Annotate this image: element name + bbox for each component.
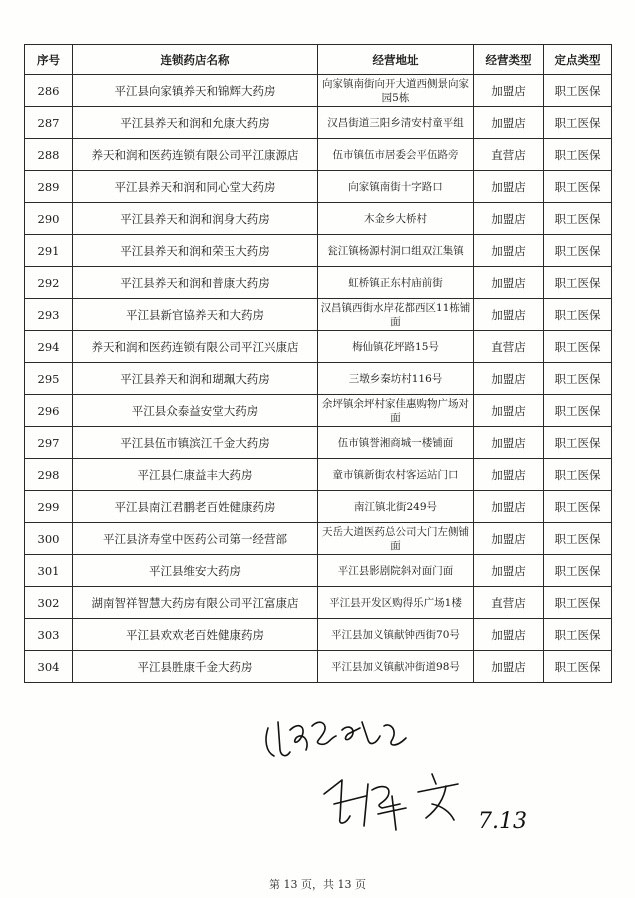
- signature-stroke: [392, 796, 396, 830]
- table-row: [25, 203, 612, 235]
- store-name: 平江县养天和润和瑚珮大药房: [73, 363, 318, 395]
- table-row: [25, 523, 612, 555]
- business-type: 加盟店: [474, 491, 544, 523]
- store-address: 木金乡大桥村: [318, 203, 474, 235]
- business-type: 加盟店: [474, 75, 544, 107]
- store-address: 梅仙镇花坪路15号: [318, 331, 474, 363]
- business-type: 加盟店: [474, 203, 544, 235]
- table-row: [25, 491, 612, 523]
- store-name: 养天和润和医药连锁有限公司平江兴康店: [73, 331, 318, 363]
- signature-stroke: [426, 786, 446, 818]
- designation-type: 职工医保: [544, 203, 612, 235]
- designation-type: 职工医保: [544, 267, 612, 299]
- designation-type: 职工医保: [544, 331, 612, 363]
- store-name: 平江县养天和润和普康大药房: [73, 267, 318, 299]
- row-index: 292: [25, 267, 73, 299]
- signature-stroke: [266, 728, 274, 756]
- store-name: 平江县养天和润和同心堂大药房: [73, 171, 318, 203]
- store-name: 平江县维安大药房: [73, 555, 318, 587]
- page-footer: 第 13 页，共 13 页: [269, 878, 366, 891]
- signature-stroke: [342, 727, 360, 740]
- table-row: [25, 651, 612, 683]
- store-address: 平江县加义镇献冲街道98号: [318, 651, 474, 683]
- store-name: 平江县欢欢老百姓健康药房: [73, 619, 318, 651]
- table-row: [25, 139, 612, 171]
- store-name: 平江县向家镇养天和锦辉大药房: [73, 75, 318, 107]
- row-index: 303: [25, 619, 73, 651]
- store-name: 平江县养天和润和允康大药房: [73, 107, 318, 139]
- table-row: [25, 107, 612, 139]
- business-type: 加盟店: [474, 107, 544, 139]
- signature-stroke: [372, 787, 400, 808]
- signature-date: 7.13: [478, 809, 527, 834]
- store-address: 虹桥镇正东村庙前街: [318, 267, 474, 299]
- store-address: 天岳大道医药总公司大门左侧铺面: [318, 523, 474, 555]
- business-type: 加盟店: [474, 555, 544, 587]
- row-index: 300: [25, 523, 73, 555]
- store-address: 平江县加义镇献钟西街70号: [318, 619, 474, 651]
- signature-stroke: [432, 774, 436, 784]
- store-address: 伍市镇誉湘商城一楼铺面: [318, 427, 474, 459]
- store-address: 向家镇南街十字路口: [318, 171, 474, 203]
- store-address: 伍市镇伍市居委会平伍路旁: [318, 139, 474, 171]
- signature-stroke: [378, 808, 406, 814]
- table-row: [25, 235, 612, 267]
- table-row: [25, 427, 612, 459]
- store-name: 平江县养天和润和润身大药房: [73, 203, 318, 235]
- designation-type: 职工医保: [544, 587, 612, 619]
- designation-type: 职工医保: [544, 651, 612, 683]
- signature-stroke: [312, 722, 336, 744]
- row-index: 298: [25, 459, 73, 491]
- store-name: 平江县胜康千金大药房: [73, 651, 318, 683]
- row-index: 291: [25, 235, 73, 267]
- store-name: 平江县新官協养天和大药房: [73, 299, 318, 331]
- row-index: 290: [25, 203, 73, 235]
- row-index: 296: [25, 395, 73, 427]
- table-row: [25, 267, 612, 299]
- row-index: 302: [25, 587, 73, 619]
- business-type: 直营店: [474, 139, 544, 171]
- store-address: 瓮江镇杨源村洞口组双江集镇: [318, 235, 474, 267]
- signature-stroke: [362, 722, 380, 743]
- business-type: 加盟店: [474, 267, 544, 299]
- row-index: 295: [25, 363, 73, 395]
- business-type: 加盟店: [474, 299, 544, 331]
- header-business-type: 经营类型: [474, 45, 544, 75]
- store-address: 南江镇北街249号: [318, 491, 474, 523]
- business-type: 加盟店: [474, 171, 544, 203]
- table-row: [25, 75, 612, 107]
- signature-stroke: [334, 796, 366, 804]
- designation-type: 职工医保: [544, 459, 612, 491]
- header-designation-type: 定点类型: [544, 45, 612, 75]
- designation-type: 职工医保: [544, 75, 612, 107]
- header-store-name: 连锁药店名称: [73, 45, 318, 75]
- designation-type: 职工医保: [544, 427, 612, 459]
- header-address: 经营地址: [318, 45, 474, 75]
- store-address: 余坪镇余坪村家佳惠购物广场对面: [318, 395, 474, 427]
- signature-stroke: [278, 722, 290, 756]
- store-name: 养天和润和医药连锁有限公司平江康源店: [73, 139, 318, 171]
- store-name: 平江县伍市镇滨江千金大药房: [73, 427, 318, 459]
- business-type: 加盟店: [474, 395, 544, 427]
- store-name: 湖南智祥智慧大药房有限公司平江富康店: [73, 587, 318, 619]
- table-row: [25, 587, 612, 619]
- store-name: 平江县仁康益丰大药房: [73, 459, 318, 491]
- row-index: 304: [25, 651, 73, 683]
- table-body: [25, 75, 612, 683]
- table-header-row: [25, 45, 612, 75]
- signature-stroke: [384, 725, 406, 745]
- store-address: 向家镇南街向开大道西侧景向家园5栋: [318, 75, 474, 107]
- row-index: 297: [25, 427, 73, 459]
- store-address: 童市镇新街农村客运站门口: [318, 459, 474, 491]
- row-index: 293: [25, 299, 73, 331]
- designation-type: 职工医保: [544, 299, 612, 331]
- table-row: [25, 171, 612, 203]
- table-row: [25, 331, 612, 363]
- row-index: 287: [25, 107, 73, 139]
- designation-type: 职工医保: [544, 171, 612, 203]
- store-address: 平江县开发区购得乐广场1楼: [318, 587, 474, 619]
- designation-type: 职工医保: [544, 139, 612, 171]
- designation-type: 职工医保: [544, 395, 612, 427]
- header-index: 序号: [25, 45, 73, 75]
- row-index: 286: [25, 75, 73, 107]
- designation-type: 职工医保: [544, 619, 612, 651]
- signature-stroke: [432, 804, 454, 820]
- table-row: [25, 299, 612, 331]
- store-name: 平江县南江君鹏老百姓健康药房: [73, 491, 318, 523]
- store-name: 平江县养天和润和荣玉大药房: [73, 235, 318, 267]
- store-name: 平江县众泰益安堂大药房: [73, 395, 318, 427]
- designation-type: 职工医保: [544, 235, 612, 267]
- row-index: 289: [25, 171, 73, 203]
- row-index: 301: [25, 555, 73, 587]
- signature-stroke: [418, 784, 458, 792]
- row-index: 299: [25, 491, 73, 523]
- row-index: 294: [25, 331, 73, 363]
- business-type: 加盟店: [474, 459, 544, 491]
- row-index: 288: [25, 139, 73, 171]
- table-row: [25, 459, 612, 491]
- pharmacy-table: [24, 44, 612, 683]
- business-type: 加盟店: [474, 523, 544, 555]
- business-type: 加盟店: [474, 651, 544, 683]
- designation-type: 职工医保: [544, 107, 612, 139]
- business-type: 加盟店: [474, 619, 544, 651]
- store-address: 汉昌街道三阳乡清安村童平组: [318, 107, 474, 139]
- signature-stroke: [364, 784, 368, 826]
- store-address: 三墩乡秦坊村116号: [318, 363, 474, 395]
- store-name: 平江县济寿堂中医药公司第一经营部: [73, 523, 318, 555]
- designation-type: 职工医保: [544, 363, 612, 395]
- table-row: [25, 363, 612, 395]
- business-type: 直营店: [474, 587, 544, 619]
- store-address: 汉昌镇西街水岸花都西区11栋铺面: [318, 299, 474, 331]
- handwritten-signature: [250, 700, 560, 850]
- signature-stroke: [290, 726, 307, 750]
- table-row: [25, 555, 612, 587]
- designation-type: 职工医保: [544, 555, 612, 587]
- business-type: 加盟店: [474, 427, 544, 459]
- business-type: 直营店: [474, 331, 544, 363]
- table-row: [25, 395, 612, 427]
- business-type: 加盟店: [474, 363, 544, 395]
- designation-type: 职工医保: [544, 523, 612, 555]
- table-row: [25, 619, 612, 651]
- business-type: 加盟店: [474, 235, 544, 267]
- designation-type: 职工医保: [544, 491, 612, 523]
- store-address: 平江县影剧院斜对面门面: [318, 555, 474, 587]
